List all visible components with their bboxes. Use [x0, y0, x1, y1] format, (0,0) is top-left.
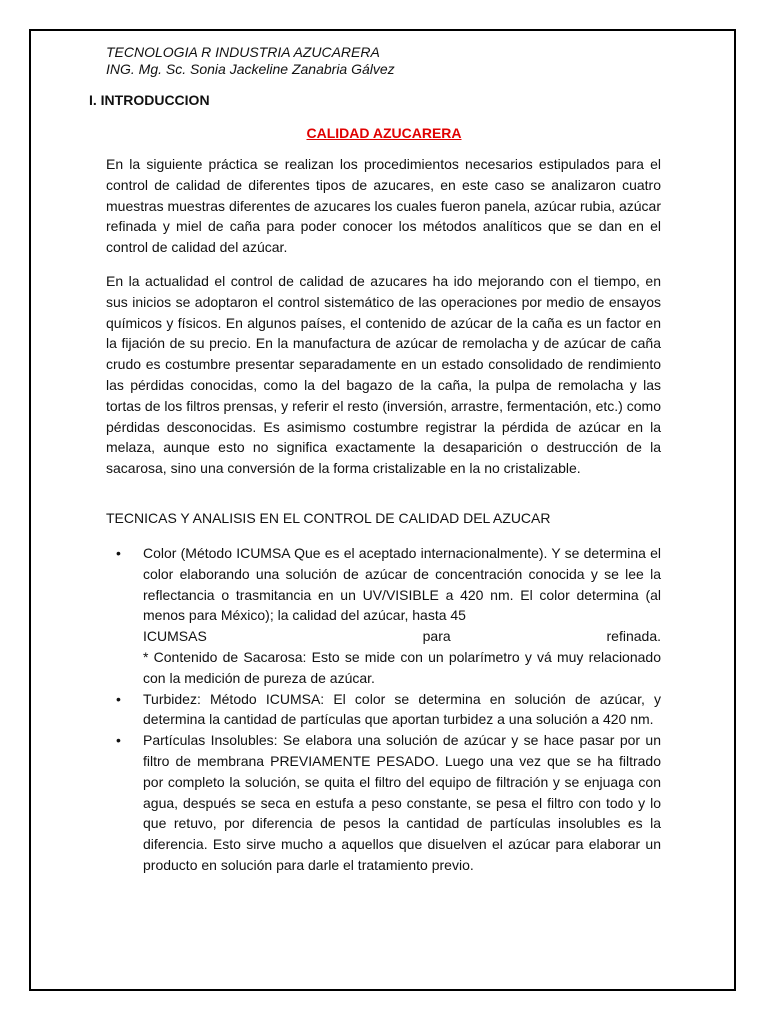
header-course: TECNOLOGIA R INDUSTRIA AZUCARERA	[106, 44, 380, 60]
color-text-spread	[143, 626, 661, 647]
section-heading: I. INTRODUCCION	[89, 92, 210, 108]
techniques-subheading: TECNICAS Y ANALISIS EN EL CONTROL DE CALIDAD DEL AZUCAR	[106, 510, 551, 526]
techniques-list	[106, 543, 661, 876]
bullet-icon: •	[116, 545, 121, 561]
document-title: CALIDAD AZUCARERA	[306, 125, 462, 141]
list-item-turbidez	[106, 689, 661, 731]
header-author: ING. Mg. Sc. Sonia Jackeline Zanabria Gálvez	[106, 61, 395, 77]
turbidez-text: Turbidez: Método ICUMSA: El color se determina en solución de azúcar, y determina la cantidad de partículas que aportan turbidez a una solución a 420 nm.	[143, 690, 661, 728]
sacarosa-note: * Contenido de Sacarosa: Esto se mide con un polarímetro y vá muy relacionado con la medición de pureza de azúcar.	[143, 648, 661, 686]
list-item-color	[106, 543, 661, 689]
insolubles-text: Partículas Insolubles: Se elabora una solución de azúcar y se hace pasar por un filtro de membrana PREVIAMENTE PESADO. Luego una vez que se ha filtrado por completo la solución, se quita el filtro del equipo de filtración y se enjuaga con agua, después se seca en estufa a peso constante, se pesa el filtro con todo y lo que retuvo, por diferencia de pesos la cantidad de partículas insolubles es la diferencia. Esto sirve mucho a aquellos que disuelven el azúcar para elaborar un producto en solución para darle el tratamiento previo.	[143, 732, 661, 873]
color-text: Color (Método ICUMSA Que es el aceptado internacionalmente). Y se determina el color elaborando una solución de azúcar de concentración conocida y se lee la reflectancia o trasmitancia en un UV/VISIBLE a 420 nm. El color determina (al menos para México); la calidad del azúcar, hasta 45	[143, 545, 661, 624]
list-item-insolubles	[106, 730, 661, 876]
spread-word: ICUMSAS	[143, 628, 207, 645]
title-container	[0, 125, 768, 143]
document-header	[106, 44, 395, 78]
bullet-icon: •	[116, 732, 121, 749]
bullet-icon: •	[116, 690, 121, 707]
intro-paragraph-1: En la siguiente práctica se realizan los procedimientos necesarios estipulados para el control de calidad de diferentes tipos de azucares, en este caso se analizaron cuatro muestras muestras diferentes de azucares los cuales fueron panela, azúcar rubia, azúcar refinada y miel de caña para poder conocer los métodos analíticos que se dan en el control de calidad del azúcar.	[106, 156, 661, 256]
spread-word: para	[422, 628, 451, 645]
intro-paragraph-2: En la actualidad el control de calidad de azucares ha ido mejorando con el tiempo, en sus inicios se adoptaron el control sistemático de las operaciones por medio de ensayos químicos y físicos. En algunos países, el contenido de azúcar de la caña es un factor en la fijación de su precio. En la manufactura de azúcar de remolacha y de azúcar de caña crudo es costumbre presentar separadamente en un estado consolidado de rendimiento las pérdidas conocidas, como la del bagazo de la caña, la pulpa de remolacha y las tortas de los filtros prensas, y referir el resto (inversión, arrastre, fermentación, etc.) como pérdidas desconocidas. Es asimismo costumbre registrar la pérdida de azúcar en la melaza, aunque esto no significa exactamente la desaparición o destrucción de la sacarosa, sino una conversión de la forma cristalizable en la no cristalizable.	[106, 273, 661, 477]
spread-word: refinada.	[606, 628, 661, 645]
